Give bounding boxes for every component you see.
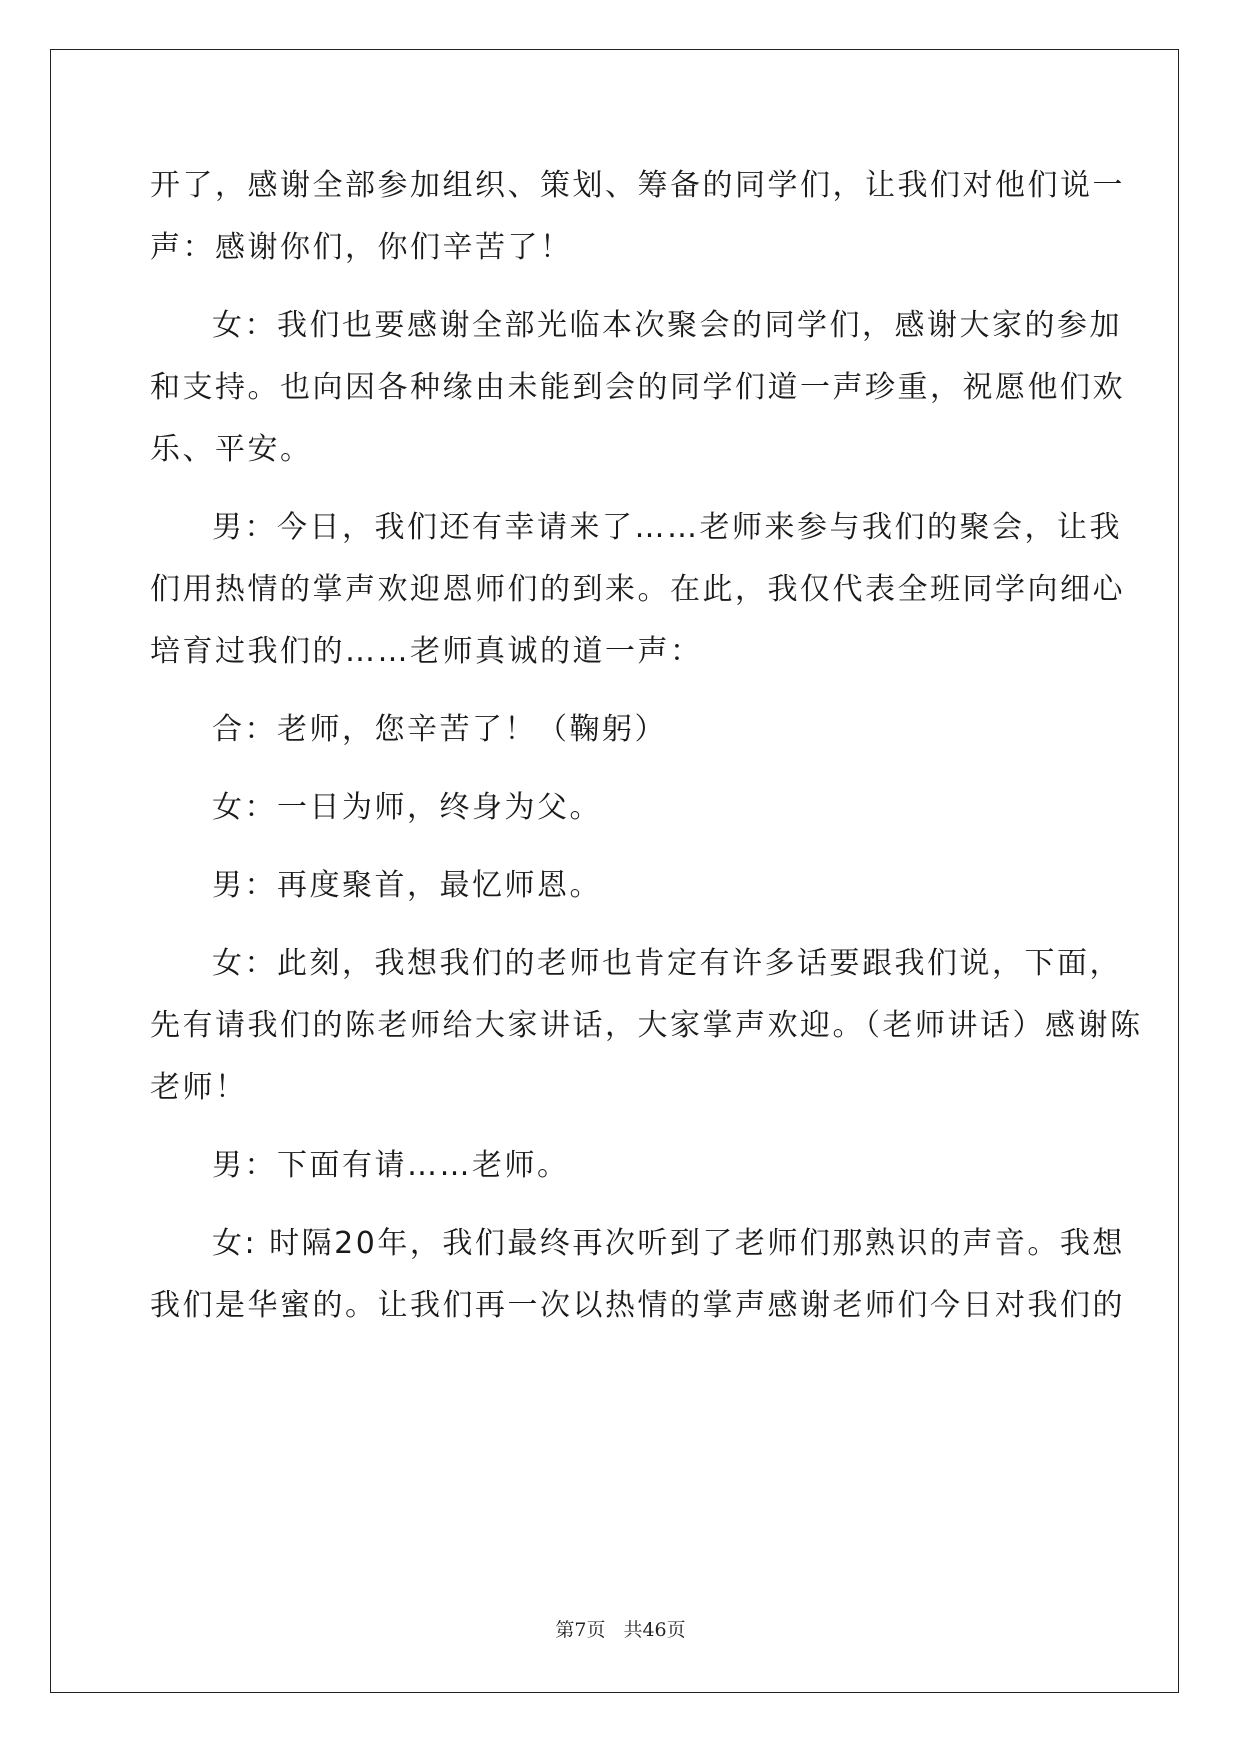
page-footer	[0, 1615, 1241, 1642]
page-number: 第7页	[555, 1619, 606, 1641]
text-line: 和支持。也向因各种缘由未能到会的同学们道一声珍重，祝愿他们欢	[150, 370, 1125, 405]
text-line: 女：此刻，我想我们的老师也肯定有许多话要跟我们说，下面，	[212, 946, 1122, 981]
text-line: 合：老师，您辛苦了！（鞠躬）	[212, 712, 667, 747]
text-line: 男：再度聚首，最忆师恩。	[212, 868, 602, 903]
text-line: 女: 时隔20年，我们最终再次听到了老师们那熟识的声音。我想	[212, 1226, 1125, 1261]
text-line: 培育过我们的……老师真诚的道一声：	[150, 634, 703, 669]
page-total: 共46页	[623, 1619, 686, 1641]
text-line: 们用热情的掌声欢迎恩师们的到来。在此，我仅代表全班同学向细心	[150, 572, 1125, 607]
text-line: 乐、平安。	[150, 432, 313, 467]
text-line: 女：一日为师，终身为父。	[212, 790, 602, 825]
text-line: 开了，感谢全部参加组织、策划、筹备的同学们，让我们对他们说一	[150, 168, 1125, 203]
text-line: 男：今日，我们还有幸请来了……老师来参与我们的聚会，让我	[212, 510, 1122, 545]
text-line: 老师！	[150, 1070, 248, 1105]
text-line: 男：下面有请……老师。	[212, 1148, 570, 1183]
text-line: 声：感谢你们，你们辛苦了！	[150, 230, 573, 265]
text-line: 我们是华蜜的。让我们再一次以热情的掌声感谢老师们今日对我们的	[150, 1288, 1125, 1323]
text-line: 女：我们也要感谢全部光临本次聚会的同学们，感谢大家的参加	[212, 308, 1122, 343]
text-line: 先有请我们的陈老师给大家讲话，大家掌声欢迎。（老师讲话）感谢陈	[150, 1008, 1143, 1043]
